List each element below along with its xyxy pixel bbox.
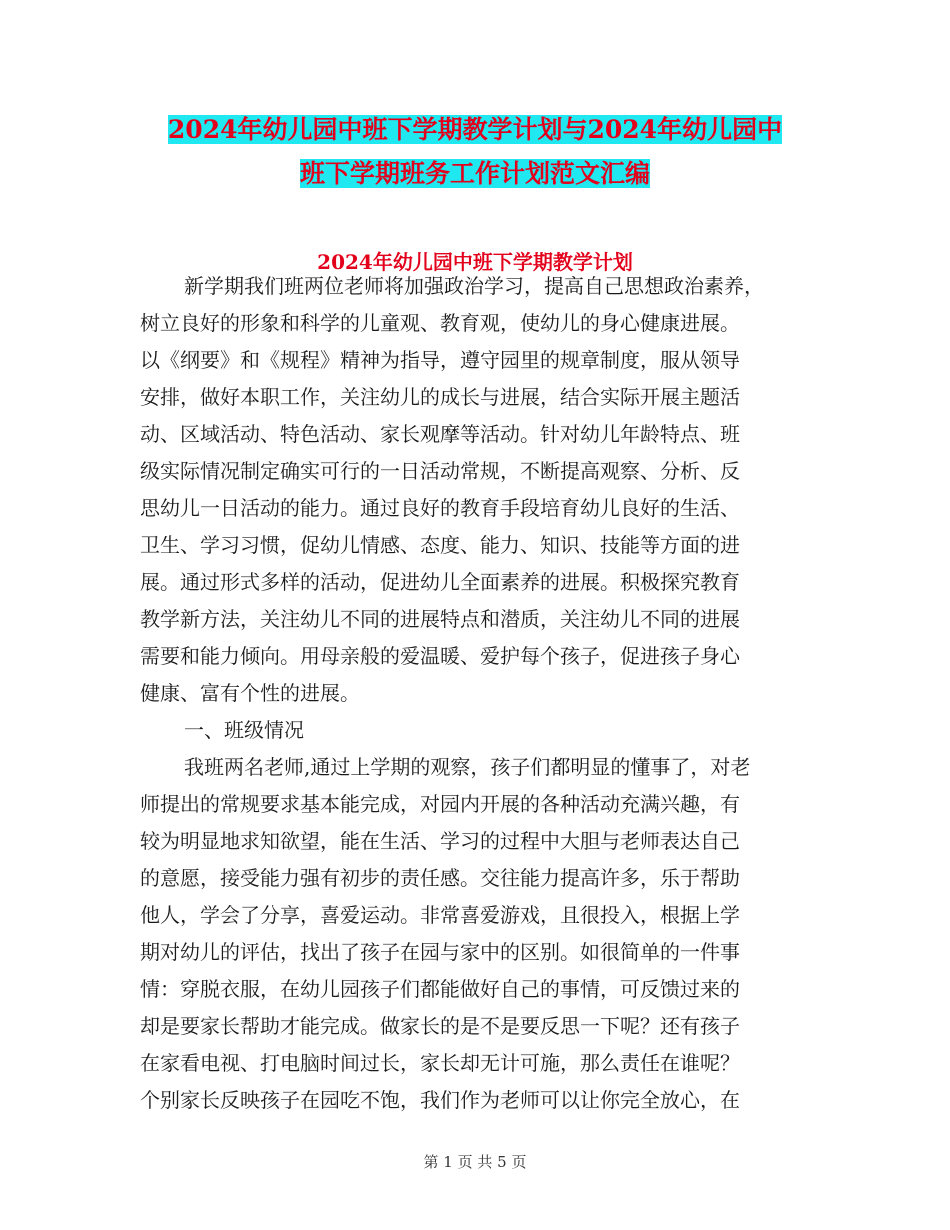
document-title [140,108,810,196]
text-line: 树立良好的形象和科学的儿童观、教育观，使幼儿的身心健康进展。 [140,311,740,335]
text-line: 期对幼儿的评估，找出了孩子在园与家中的区别。如很简单的一件事 [140,940,740,964]
page-footer: 第 1 页 共 5 页 [423,1153,527,1171]
text-line: 思幼儿一日活动的能力。通过良好的教育手段培育幼儿良好的生活、 [140,496,740,520]
text-line: 教学新方法，关注幼儿不同的进展特点和潜质，关注幼儿不同的进展 [140,607,740,631]
text-line: 在家看电视、打电脑时间过长，家长却无计可施，那么责任在谁呢？ [140,1051,740,1075]
title-line-1: 2024年幼儿园中班下学期教学计划与2024年幼儿园中 [167,115,783,144]
text-line: 我班两名老师,通过上学期的观察，孩子们都明显的懂事了，对老 [184,755,751,779]
section-heading: 一、班级情况 [184,718,304,742]
body-text [140,268,810,1119]
text-line: 级实际情况制定确实可行的一日活动常规，不断提高观察、分析、反 [140,459,740,483]
text-line: 健康、富有个性的进展。 [140,681,360,705]
text-line: 师提出的常规要求基本能完成，对园内开展的各种活动充满兴趣，有 [140,792,740,816]
text-line: 较为明显地求知欲望，能在生活、学习的过程中大胆与老师表达自己 [140,829,740,853]
text-line: 新学期我们班两位老师将加强政治学习，提高自己思想政治素养， [184,274,764,298]
text-line: 的意愿，接受能力强有初步的责任感。交往能力提高许多，乐于帮助 [140,866,740,890]
text-line: 个别家长反映孩子在园吃不饱，我们作为老师可以让你完全放心，在 [140,1088,740,1112]
text-line: 他人，学会了分享，喜爱运动。非常喜爱游戏，且很投入，根据上学 [140,903,740,927]
text-line: 情：穿脱衣服，在幼儿园孩子们都能做好自己的事情，可反馈过来的 [140,977,740,1001]
text-line: 安排，做好本职工作，关注幼儿的成长与进展，结合实际开展主题活 [140,385,740,409]
title-line-2: 班下学期班务工作计划范文汇编 [299,159,650,188]
text-line: 卫生、学习习惯，促幼儿情感、态度、能力、知识、技能等方面的进 [140,533,740,557]
text-line: 却是要家长帮助才能完成。做家长的是不是要反思一下呢？还有孩子 [140,1014,740,1038]
section-title: 2024年幼儿园中班下学期教学计划 [317,250,633,274]
text-line: 展。通过形式多样的活动，促进幼儿全面素养的进展。积极探究教育 [140,570,740,594]
text-line: 动、区域活动、特色活动、家长观摩等活动。针对幼儿年龄特点、班 [140,422,740,446]
text-line: 以《纲要》和《规程》精神为指导，遵守园里的规章制度，服从领导 [140,348,740,372]
text-line: 需要和能力倾向。用母亲般的爱温暖、爱护每个孩子，促进孩子身心 [140,644,740,668]
